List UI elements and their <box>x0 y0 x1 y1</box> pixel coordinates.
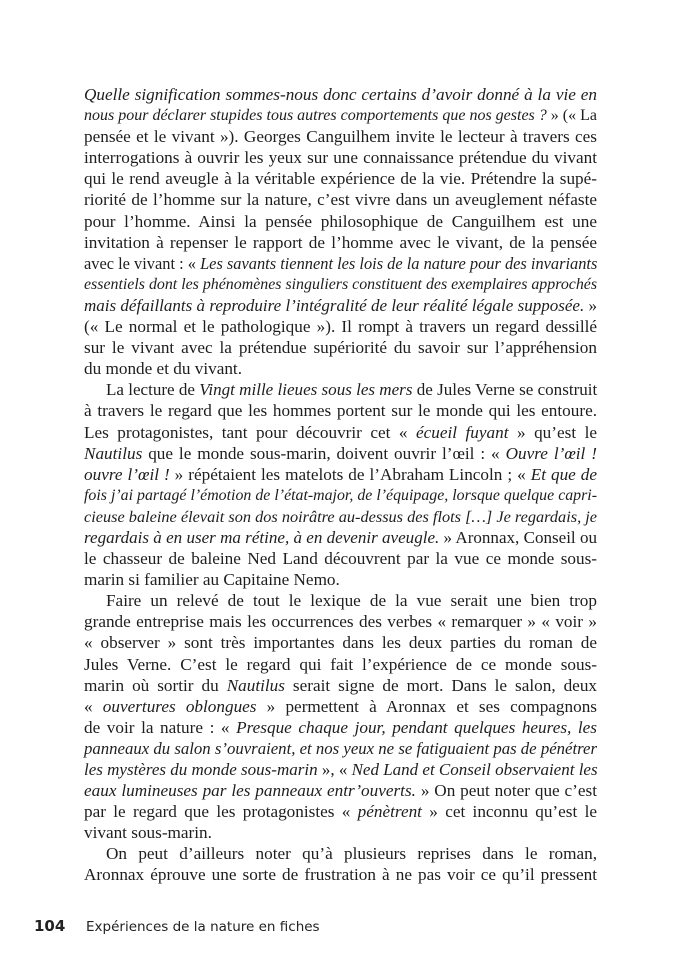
italic-text: eaux lumineuses par les panneaux entr’ouverts. <box>84 781 416 801</box>
text-line <box>84 569 597 590</box>
text-segment: que le monde sous-marin, doivent ouvrir l’œil : « <box>142 443 506 463</box>
text-segment: Faire un relevé de tout le lexique de la vue serait une bien trop <box>106 591 597 611</box>
text-line <box>84 717 597 738</box>
text-segment: à travers le regard que les hommes portent sur le monde qui les entoure. <box>84 401 597 421</box>
text-segment: vivant sous-marin. <box>84 823 212 843</box>
italic-text: Ouvre l’œil ! <box>505 443 597 463</box>
text-line <box>84 843 597 864</box>
italic-text: cieuse baleine élevait son dos noirâtre au-dessus des flots […] Je regardais, je <box>84 506 597 526</box>
text-line <box>84 379 597 400</box>
text-line <box>84 126 597 147</box>
text-segment: », « <box>317 760 352 779</box>
running-title: Expériences de la nature en fiches <box>86 919 320 935</box>
italic-text: mais défaillants à reproduire l’intégralité de leur réalité légale supposée. <box>84 295 585 315</box>
text-line <box>84 84 597 105</box>
italic-text: Nautilus <box>226 675 285 695</box>
text-line <box>84 864 597 885</box>
text-segment: » On peut noter que c’est <box>415 781 597 801</box>
text-segment: » permettent à Aronnax et ses compagnons <box>256 696 597 716</box>
italic-text: Et que de <box>530 464 597 484</box>
text-line <box>84 189 597 210</box>
text-line <box>84 654 597 675</box>
italic-text: les mystères du monde sous-marin <box>84 760 318 779</box>
text-segment: invitation à repenser le rapport de l’homme avec le vivant, de la pensée <box>84 232 597 252</box>
text-line <box>84 232 597 253</box>
italic-text: essentiels dont les phénomènes singuliers constituent des exemplaires approchés <box>84 275 598 293</box>
text-segment: serait signe de mort. Dans le salon, deux <box>284 675 598 695</box>
page-number: 104 <box>34 917 66 935</box>
text-line <box>84 295 597 316</box>
text-line <box>84 358 597 379</box>
text-segment: Jules Verne. C’est le regard qui fait l’expérience de ce monde sous- <box>84 654 597 674</box>
text-line <box>84 485 597 506</box>
text-line <box>84 168 597 189</box>
text-segment: » <box>584 295 597 315</box>
italic-text: Presque chaque jour, pendant quelques heures, les <box>236 717 597 737</box>
text-line <box>84 443 597 464</box>
text-segment: par le regard que les protagonistes « <box>84 802 358 822</box>
text-segment: marin où sortir du <box>84 675 227 695</box>
italic-text: panneaux du salon s’ouvraient, et nos yeux ne se fatiguaient pas de pénétrer <box>84 738 597 758</box>
italic-text: Les savants tiennent les lois de la nature pour des invariants <box>200 253 598 273</box>
text-line <box>84 105 597 126</box>
italic-text: Nautilus <box>84 443 143 463</box>
text-segment: » Aronnax, Conseil ou <box>439 527 597 547</box>
text-line <box>84 147 597 168</box>
text-line <box>84 464 597 485</box>
text-segment: interrogations à ouvrir les yeux sur une connaissance prétendue du vivant <box>84 148 597 168</box>
text-line <box>84 506 597 527</box>
text-segment: « <box>84 696 103 716</box>
text-line <box>84 738 597 759</box>
text-segment: La lecture de <box>106 380 200 400</box>
text-line <box>84 611 597 632</box>
text-segment: riorité de l’homme sur la nature, c’est vivre dans un aveuglement néfaste <box>84 190 597 210</box>
text-segment: » répétaient les matelots de l’Abraham Lincoln ; « <box>169 464 531 484</box>
italic-text: nous pour déclarer stupides tous autres comportements que nos gestes ? <box>84 107 547 125</box>
text-line <box>84 422 597 443</box>
text-line <box>84 548 597 569</box>
text-line <box>84 527 597 548</box>
italic-text: Quelle signification sommes-nous donc certains d’avoir donné à la vie en <box>84 85 597 104</box>
italic-text: regardais à en user ma rétine, à en devenir aveugle. <box>84 527 440 547</box>
text-line <box>84 780 597 801</box>
text-line <box>84 696 597 717</box>
text-segment: de voir la nature : « <box>84 717 237 737</box>
italic-text: écueil fuyant <box>416 422 509 442</box>
italic-text: pénètrent <box>357 802 422 822</box>
body-text <box>84 84 597 886</box>
italic-text: ouvertures oblongues <box>102 696 257 716</box>
text-line <box>84 337 597 358</box>
text-line <box>84 400 597 421</box>
text-line <box>84 801 597 822</box>
text-line <box>84 211 597 232</box>
text-segment: du monde et du vivant. <box>84 359 243 379</box>
italic-text: Ned Land et Conseil observaient les <box>351 760 598 779</box>
text-segment: marin si familier au Capitaine Nemo. <box>84 570 340 590</box>
italic-text: Vingt mille lieues sous les mers <box>199 380 413 400</box>
text-segment: avec le vivant : « <box>84 253 201 273</box>
text-line <box>84 274 597 295</box>
text-line <box>84 759 597 780</box>
text-line <box>84 675 597 696</box>
text-segment: Aronnax éprouve une sorte de frustration à ne pas voir ce qu’il pressent <box>84 865 597 885</box>
text-segment: pensée et le vivant »). Georges Canguilhem invite le lecteur à travers ces <box>84 127 597 147</box>
text-line <box>84 590 597 611</box>
text-segment: » cet inconnu qu’est le <box>421 802 597 822</box>
text-segment: sur le vivant avec la prétendue supériorité du savoir sur l’appréhension <box>84 338 597 358</box>
italic-text: fois j’ai partagé l’émotion de l’état-major, de l’équipage, lorsque quelque capri- <box>84 486 597 504</box>
italic-text: ouvre l’œil ! <box>84 464 170 484</box>
text-segment: » qu’est le <box>508 422 597 442</box>
text-segment: » (« La <box>546 107 598 125</box>
text-segment: On peut d’ailleurs noter qu’à plusieurs reprises dans le roman, <box>106 844 597 864</box>
text-line <box>84 632 597 653</box>
text-segment: qui le rend aveugle à la véritable expérience de la vie. Prétendre la supé- <box>84 169 597 189</box>
text-segment: de Jules Verne se construit <box>412 380 598 400</box>
text-segment: grande entreprise mais les occurrences des verbes « remarquer » « voir » <box>84 612 597 632</box>
text-line <box>84 822 597 843</box>
text-line <box>84 316 597 337</box>
text-segment: le chasseur de baleine Ned Land découvrent par la vue ce monde sous- <box>84 549 597 569</box>
text-segment: « observer » sont très importantes dans les deux parties du roman de <box>84 633 597 653</box>
text-segment: pour l’homme. Ainsi la pensée philosophique de Canguilhem est une <box>84 211 597 231</box>
text-segment: Les protagonistes, tant pour découvrir cet « <box>84 422 416 442</box>
page-footer <box>34 916 320 935</box>
text-segment: (« Le normal et le pathologique »). Il rompt à travers un regard dessillé <box>84 317 597 337</box>
text-line <box>84 253 597 274</box>
